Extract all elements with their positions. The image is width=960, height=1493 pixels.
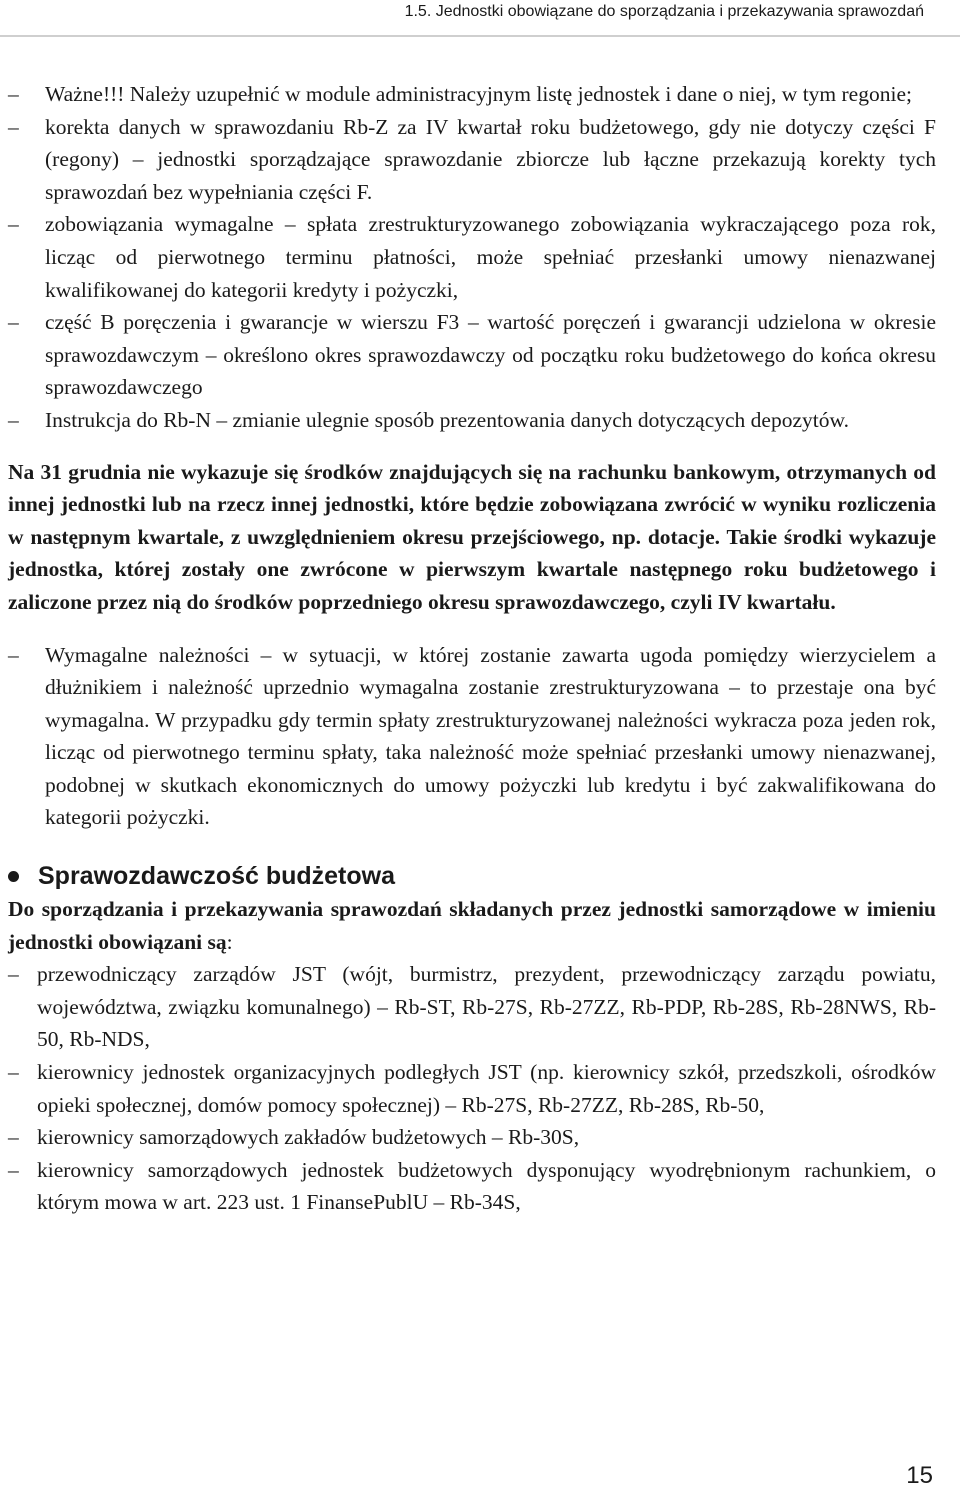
dash-bullet: – — [8, 407, 19, 432]
dash-bullet: – — [8, 962, 19, 987]
obligated-persons-list — [8, 958, 936, 1219]
list-item-text: przewodniczący zarządów JST (wójt, burmistrz, prezydent, przewodniczący zarządu powiatu, województwa, związku komunalnego) – Rb-ST, Rb-27S, Rb-27ZZ, Rb-PDP, Rb-28S, Rb-28NWS, Rb-50, Rb-NDS, — [37, 962, 936, 1052]
bullet-icon — [8, 871, 19, 882]
section-heading-text: Sprawozdawczość budżetowa — [38, 862, 396, 891]
dash-bullet: – — [8, 82, 19, 106]
list-item — [8, 208, 936, 306]
list-item-text: Ważne!!! Należy uzupełnić w module administracyjnym listę jednostek i dane o niej, w tym regonie; — [45, 82, 912, 106]
list-item — [8, 404, 936, 437]
section-heading — [8, 859, 936, 893]
section-intro-text: Do sporządzania i przekazywania sprawozdań składanych przez jednostki samorządowe w imieniu jednostki obowiązani są — [8, 897, 936, 954]
list-item-text: korekta danych w sprawozdaniu Rb-Z za IV kwartał roku budżetowego, gdy nie dotyczy części F (regony) – jednostki sporządzające sprawozdanie zbiorcze lub łączne przekazują korekty tych sprawozdań bez wypełniania części F. — [45, 114, 936, 204]
section-intro — [8, 893, 936, 958]
list-item — [8, 1154, 936, 1219]
receivables-list — [8, 639, 936, 835]
list-item-text: kierownicy samorządowych jednostek budżetowych dysponujący wyodrębnionym rachunkiem, o którym mowa w art. 223 ust. 1 FinansePublU – Rb-34S, — [37, 1157, 936, 1215]
list-item — [8, 639, 936, 835]
list-item-text: kierownicy samorządowych zakładów budżetowych – Rb-30S, — [37, 1125, 580, 1150]
list-item — [8, 111, 936, 209]
page-content — [8, 78, 936, 1219]
running-header: 1.5. Jednostki obowiązane do sporządzania i przekazywania sprawozdań — [404, 3, 924, 20]
important-paragraph: Na 31 grudnia nie wykazuje się środków znajdujących się na rachunku bankowym, otrzymanych od innej jednostki lub na rzecz innej jednostki, które będzie zobowiązana zwrócić w wyniku rozliczenia w następnym kwartale, z uwzględnieniem okresu przejściowego, np. dotacje. Takie środki wykazuje jednostka, której zostały one zwrócone w pierwszym kwartale następnego roku budżetowego i zaliczone przez nią do środków poprzedniego okresu sprawozdawczego, czyli IV kwartału. — [8, 459, 936, 614]
dash-bullet: – — [8, 310, 19, 335]
list-item — [8, 958, 936, 1056]
dash-bullet: – — [8, 1157, 19, 1182]
header-divider — [0, 35, 960, 37]
dash-bullet: – — [8, 1060, 19, 1085]
notes-list — [8, 78, 936, 437]
dash-bullet: – — [8, 642, 19, 667]
section-intro-colon: : — [226, 929, 233, 954]
dash-bullet: – — [8, 114, 19, 139]
list-item-text: Wymagalne należności – w sytuacji, w której zostanie zawarta ugoda pomiędzy wierzycielem a dłużnikiem i należność uprzednio wymagalna zostanie zrestrukturyzowana – to przestaje ona być wymagalna. W przypadku gdy termin spłaty zrestrukturyzowanej należności wykracza poza jeden rok, licząc od pierwotnego terminu spłaty, taka należność może spełniać przesłanki umowy nienazwanej, podobnej w skutkach ekonomicznych do umowy pożyczki lub kredytu i być zakwalifikowana do kategorii pożyczki. — [45, 642, 936, 830]
list-item — [8, 306, 936, 404]
list-item — [8, 1121, 936, 1154]
dash-bullet: – — [8, 1125, 19, 1150]
list-item-text: kierownicy jednostek organizacyjnych podległych JST (np. kierownicy szkół, przedszkoli, ośrodków opieki społecznej, domów pomocy społecznej) – Rb-27S, Rb-27ZZ, Rb-28S, Rb-50, — [37, 1060, 936, 1117]
list-item — [8, 1056, 936, 1121]
dash-bullet: – — [8, 212, 19, 237]
list-item-text: Instrukcja do Rb-N – zmianie ulegnie sposób prezentowania danych dotyczących depozytów. — [45, 407, 849, 432]
list-item — [8, 78, 936, 111]
page-number: 15 — [906, 1462, 933, 1489]
list-item-text: część B poręczenia i gwarancje w wierszu F3 – wartość poręczeń i gwarancji udzielona w okresie sprawozdawczym – określono okres sprawozdawczy od początku roku budżetowego do końca okresu sprawozdawczego — [45, 310, 936, 400]
list-item-text: zobowiązania wymagalne – spłata zrestrukturyzowanego zobowiązania wykraczającego poza rok, licząc od pierwotnego terminu płatności, może spełniać przesłanki umowy nienazwanej kwalifikowanej do kategorii kredyty i pożyczki, — [45, 212, 936, 302]
